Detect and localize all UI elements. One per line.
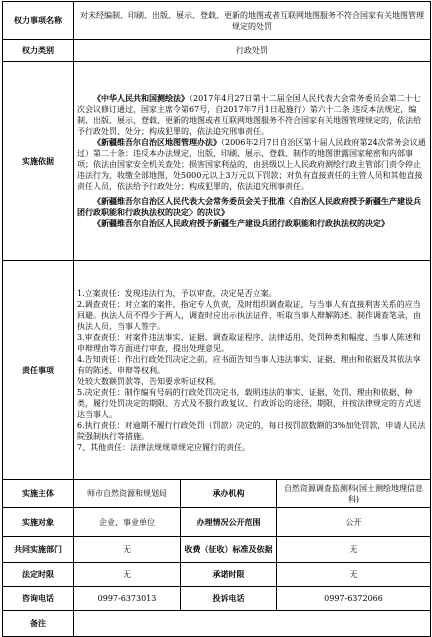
category-value: 行政处罚: [74, 40, 431, 62]
complaint-phone-value: 0997-6372066: [277, 587, 431, 611]
basis-para: [77, 137, 427, 192]
remark-value: [74, 611, 431, 637]
basis-para: [77, 93, 427, 137]
basis-content: [74, 62, 431, 261]
row-phone: [3, 587, 431, 611]
joint-label: 共同实施部门: [3, 537, 74, 563]
row-remark: [3, 611, 431, 637]
fee-label: 收费（征收）标准及依据: [181, 537, 277, 563]
row-joint: [3, 537, 431, 563]
consult-phone-value: 0997-6373013: [74, 587, 181, 611]
law-text: （2017年4月27日第十二届全国人民代表大会常务委员会第二十七次会议修订通过，国家主席令第67号，自2017年7月1日起施行）第六十二条 违反本法规定，编制、出版、展示、登载、更新的地图或者互联网地图服务不符合国家有关地图管理规定的，依法给予行政处罚、处分；构成犯罪的，依法追究刑事责任。: [77, 94, 421, 136]
row-legal-limit: [3, 563, 431, 587]
duty-line: 4.告知责任：作出行政处罚决定之前，应书面告知当事人违法事实、证据、理由和依据及其依法享有的陈述、申辩等权利。: [77, 354, 421, 375]
law-title: 《中华人民共和国测绘法》: [93, 93, 189, 103]
org-label: 承办机构: [181, 480, 277, 508]
row-duty: [3, 261, 431, 480]
org-value: 自然资源调查监测科(国土测绘地理信息科): [277, 480, 431, 508]
duty-line: 3.审查责任：对案件违法事实、证据、调查取证程序、法律适用、处罚种类和幅度、当事人陈述和申辩理由等方面进行审查，提出处理意见。: [77, 332, 421, 353]
basis-para: [77, 196, 427, 218]
law-text: （2006年2月7日自治区第十届人民政府第24次常务会议通过）第二十条：违反本办法规定，出版、印刷、展示、登载、制作的地图泄露国家秘密和内部事项；依法由国家安全机关查处；损害国家利益的，由县级以上人民政府测绘行政主管部门责令停止违法行为，收缴全部地图，处5000元以上3万元以下罚款；对负有直接责任的主管人员和其他直接责任人员，依法给予行政处分；构成犯罪的，依法追究刑事责任。: [77, 138, 426, 191]
row-basis: [3, 62, 431, 261]
duty-line: 5.决定责任：制作编有号码的行政处罚决定书，载明违法的事实、证据、处罚、理由和依据、种类，履行处罚决定的期限、方式及不服行政复议、行政诉讼的途径、期限，并按法律规定的方式送达当事人。: [77, 387, 421, 419]
row-category: [3, 40, 431, 62]
row-target: [3, 508, 431, 537]
basis-label: 实施依据: [3, 62, 74, 261]
legal-limit-label: 法定时限: [3, 563, 74, 587]
row-item-name: [3, 2, 431, 40]
item-name-value: 对未经编制、印刷、出版、展示、登载、更新的地图或者互联网地图服务不符合国家有关地图管理规定的处罚: [74, 2, 431, 40]
target-value: 企业、事业单位: [74, 508, 181, 537]
fee-value: 无: [277, 537, 431, 563]
disclosure-label: 办理情况公开范围: [181, 508, 277, 537]
remark-label: 备注: [3, 611, 74, 637]
category-label: 权力类别: [3, 40, 74, 62]
duty-label: 责任事项: [3, 261, 74, 480]
duty-content: [74, 261, 431, 480]
power-item-table: [2, 1, 431, 637]
joint-value: 无: [74, 537, 181, 563]
law-title: 《新疆维吾尔自治区地图管理办法》: [93, 137, 221, 147]
law-title: 《新疆维吾尔自治区人民政府授予新疆生产建设兵团行政职能和行政执法权的决定》: [93, 218, 389, 228]
promise-limit-value: 无: [277, 563, 431, 587]
consult-phone-label: 咨询电话: [3, 587, 74, 611]
row-subject: [3, 480, 431, 508]
item-name-label: 权力事项名称: [3, 2, 74, 40]
promise-limit-label: 承诺时限: [181, 563, 277, 587]
complaint-phone-label: 投诉电话: [181, 587, 277, 611]
disclosure-value: 公开: [277, 508, 431, 537]
duty-line: 处较大数额罚款等，告知要求听证权利。: [77, 376, 221, 386]
legal-limit-value: 无: [74, 563, 181, 587]
duty-line: 6.执行责任：对逾期不履行行政处罚（罚款）决定的，每日按罚款数额的3%加处罚款，申请人民法院强制执行等措施。: [77, 420, 426, 441]
law-title: 《新疆维吾尔自治区人民代表大会常务委员会关于批准〈自治区人民政府授予新疆生产建设兵团行政职能和行政执法权的决定〉的决议》: [77, 196, 421, 217]
target-label: 实施对象: [3, 508, 74, 537]
basis-para: [77, 218, 427, 229]
duty-line: 1.立案责任：发现违法行为，予以审查，决定是否立案。: [77, 288, 277, 298]
subject-label: 实施主体: [3, 480, 74, 508]
duty-line: 2.调查责任：对立案的案件，指定专人负责，及时组织调查取证，与当事人有直接利害关系的应当回避。执法人员不得少于两人，调查时应出示执法证件，听取当事人辩解陈述。制作调查笔录，由执法人员、当事人签字。: [77, 299, 421, 331]
duty-line: 7、其他责任：法律法规规章规定应履行的责任。: [77, 442, 251, 452]
subject-value: 师市自然资源和规划局: [74, 480, 181, 508]
